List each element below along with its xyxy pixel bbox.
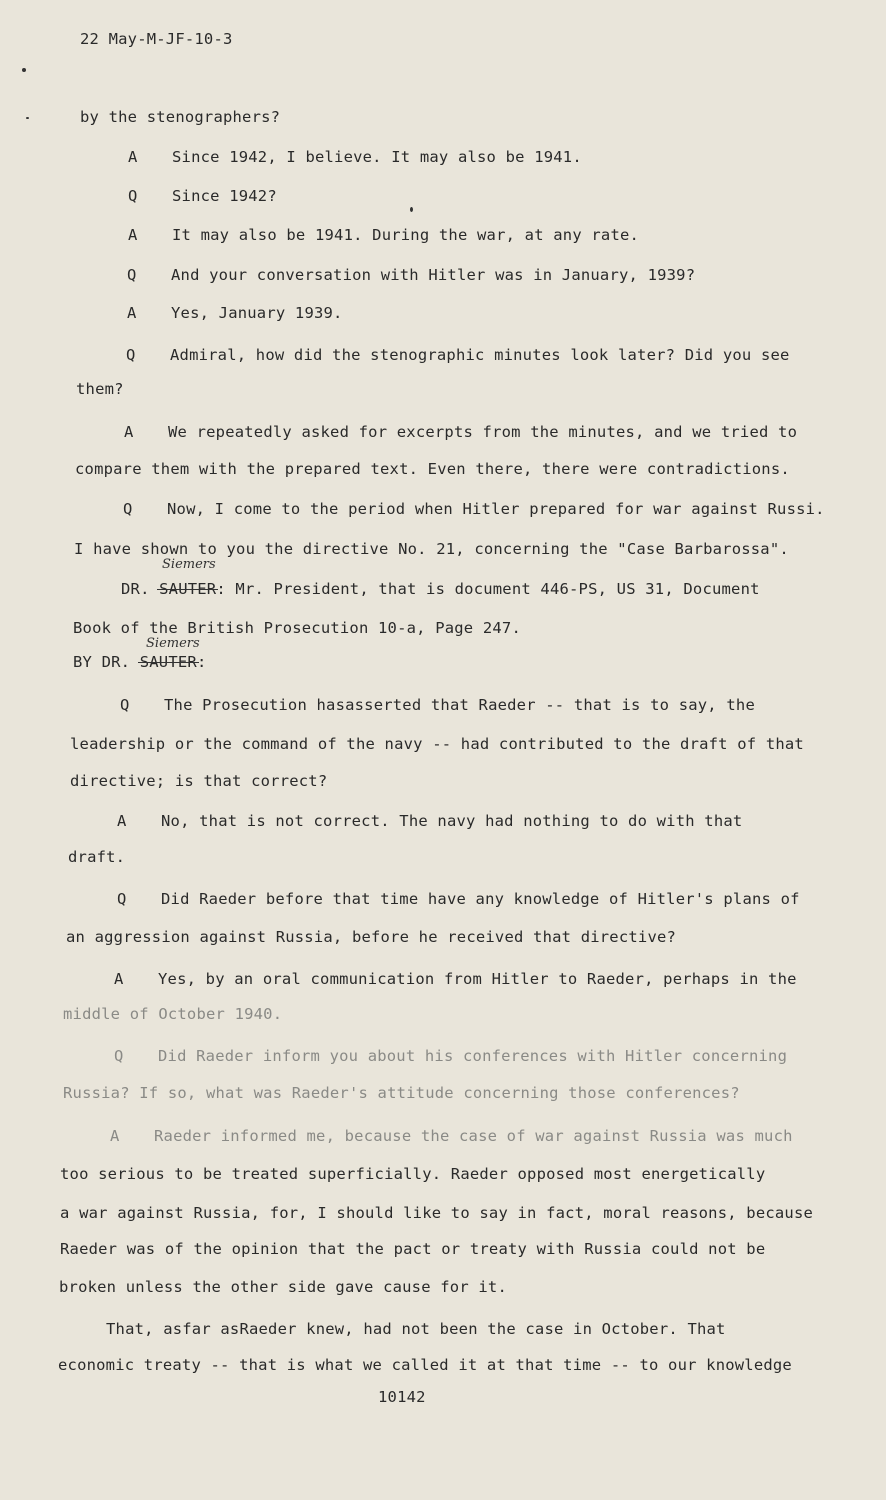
speaker-label: Q bbox=[114, 1047, 124, 1065]
text-line: an aggression against Russia, before he received that directive? bbox=[66, 928, 677, 946]
text-line: draft. bbox=[68, 848, 126, 866]
text-line: middle of October 1940. bbox=[63, 1005, 283, 1023]
speaker-label: Q bbox=[126, 346, 136, 364]
page-number: 10142 bbox=[378, 1388, 426, 1406]
speaker-label: A bbox=[110, 1127, 120, 1145]
speaker-label: Q bbox=[120, 696, 130, 714]
text-line: Book of the British Prosecution 10-a, Page 247. bbox=[73, 619, 521, 637]
page-header-code: 22 May-M-JF-10-3 bbox=[80, 30, 233, 48]
text-line: A Raeder informed me, because the case of war against Russia was much bbox=[110, 1127, 793, 1145]
text-line: a war against Russia, for, I should like to say in fact, moral reasons, because bbox=[60, 1204, 814, 1222]
ink-dot bbox=[26, 117, 29, 119]
speaker-label: A bbox=[117, 812, 127, 830]
text-line: A We repeatedly asked for excerpts from the minutes, and we tried to bbox=[124, 423, 798, 441]
text-line: Q Since 1942? bbox=[128, 187, 277, 205]
text-line: Q Admiral, how did the stenographic minutes look later? Did you see bbox=[126, 346, 790, 364]
ink-dot bbox=[410, 207, 413, 212]
text-line: directive; is that correct? bbox=[70, 772, 328, 790]
text-line: BY DR. SAUTER: bbox=[73, 653, 207, 671]
speaker-label: Q bbox=[123, 500, 133, 518]
struck-name: SAUTER bbox=[139, 653, 197, 671]
struck-name: SAUTER bbox=[159, 580, 217, 598]
speaker-label: Q bbox=[127, 266, 137, 284]
speaker-label: Q bbox=[117, 890, 127, 908]
text-line: Russia? If so, what was Raeder's attitude concerning those conferences? bbox=[63, 1084, 740, 1102]
text-line: economic treaty -- that is what we called it at that time -- to our knowledge bbox=[58, 1356, 792, 1374]
text-line: by the stenographers? bbox=[80, 108, 281, 126]
text-line: A It may also be 1941. During the war, at any rate. bbox=[128, 226, 640, 244]
text-line: Q Now, I come to the period when Hitler prepared for war against Russi. bbox=[123, 500, 825, 518]
text-line: broken unless the other side gave cause for it. bbox=[59, 1278, 507, 1296]
text-line: DR. SAUTER: Mr. President, that is document 446-PS, US 31, Document bbox=[121, 580, 760, 598]
text-line: Raeder was of the opinion that the pact or treaty with Russia could not be bbox=[60, 1240, 766, 1258]
text-line: A Yes, by an oral communication from Hitler to Raeder, perhaps in the bbox=[114, 970, 797, 988]
text-line: them? bbox=[76, 380, 124, 398]
speaker-label: A bbox=[114, 970, 124, 988]
speaker-label: A bbox=[128, 148, 138, 166]
handwritten-correction: Siemers bbox=[146, 636, 200, 651]
text-line: compare them with the prepared text. Even there, there were contradictions. bbox=[75, 460, 790, 478]
text-line: leadership or the command of the navy -- had contributed to the draft of that bbox=[70, 735, 804, 753]
ink-dot bbox=[22, 68, 26, 72]
text-line: I have shown to you the directive No. 21, concerning the "Case Barbarossa". bbox=[74, 540, 789, 558]
text-line: A Since 1942, I believe. It may also be 1941. bbox=[128, 148, 582, 166]
speaker-label: A bbox=[128, 226, 138, 244]
speaker-label: A bbox=[127, 304, 137, 322]
speaker-label: A bbox=[124, 423, 134, 441]
text-line: too serious to be treated superficially. Raeder opposed most energetically bbox=[60, 1165, 766, 1183]
text-line: A Yes, January 1939. bbox=[127, 304, 343, 322]
text-line: That, asfar asRaeder knew, had not been the case in October. That bbox=[106, 1320, 726, 1338]
text-line: Q The Prosecution hasasserted that Raeder -- that is to say, the bbox=[120, 696, 755, 714]
speaker-label: Q bbox=[128, 187, 138, 205]
handwritten-correction: Siemers bbox=[162, 557, 216, 572]
text-line: A No, that is not correct. The navy had nothing to do with that bbox=[117, 812, 743, 830]
text-line: Q And your conversation with Hitler was in January, 1939? bbox=[127, 266, 696, 284]
text-line: Q Did Raeder inform you about his conferences with Hitler concerning bbox=[114, 1047, 788, 1065]
text-line: Q Did Raeder before that time have any knowledge of Hitler's plans of bbox=[117, 890, 800, 908]
